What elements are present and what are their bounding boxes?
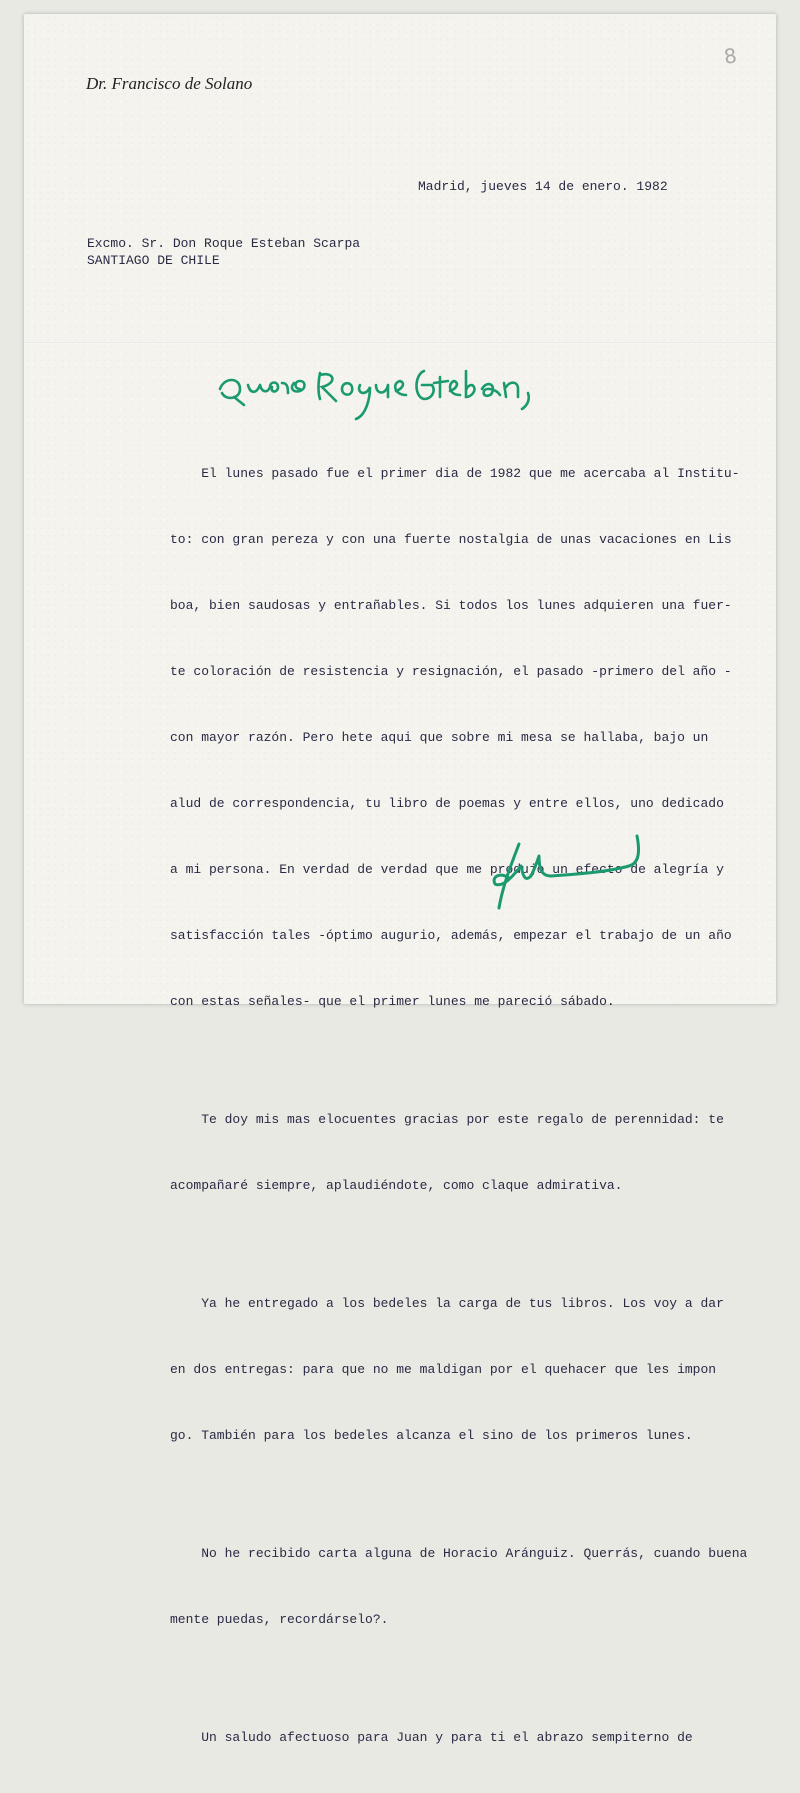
body-line: El lunes pasado fue el primer dia de 1982 que me acercaba al Institu- bbox=[170, 466, 740, 481]
body-line: con estas señales- que el primer lunes me pareció sábado. bbox=[170, 994, 615, 1009]
body-line: mente puedas, recordárselo?. bbox=[170, 1612, 389, 1627]
body-line bbox=[170, 1675, 747, 1683]
letter-date: Madrid, jueves 14 de enero. 1982 bbox=[418, 179, 668, 194]
body-line: boa, bien saudosas y entrañables. Si todos los lunes adquieren una fuer- bbox=[170, 598, 732, 613]
body-line: go. También para los bedeles alcanza el sino de los primeros lunes. bbox=[170, 1428, 693, 1443]
body-line: to: con gran pereza y con una fuerte nostalgia de unas vacaciones en Lis bbox=[170, 532, 732, 547]
letter-sheet bbox=[24, 14, 776, 1745]
recipient-location: SANTIAGO DE CHILE bbox=[87, 253, 220, 268]
page-number-mark: 8 bbox=[722, 43, 739, 69]
body-line: te coloración de resistencia y resignación, el pasado -primero del año - bbox=[170, 664, 732, 679]
body-line: Te doy mis mas elocuentes gracias por este regalo de perennidad: te bbox=[170, 1112, 724, 1127]
paper-fold bbox=[24, 342, 776, 344]
body-line: acompañaré siempre, aplaudiéndote, como claque admirativa. bbox=[170, 1178, 623, 1193]
body-line bbox=[170, 1241, 747, 1249]
body-line bbox=[170, 1057, 747, 1065]
body-line: Un saludo afectuoso para Juan y para ti el abrazo sempiterno de bbox=[170, 1730, 693, 1745]
body-line: a mi persona. En verdad de verdad que me produjo un efecto de alegría y bbox=[170, 862, 724, 877]
body-line: No he recibido carta alguna de Horacio Aránguiz. Querrás, cuando buena bbox=[170, 1546, 748, 1561]
handwritten-signature bbox=[479, 826, 649, 916]
body-line: con mayor razón. Pero hete aqui que sobre mi mesa se hallaba, bajo un bbox=[170, 730, 709, 745]
letter-body bbox=[170, 419, 747, 1793]
body-line: alud de correspondencia, tu libro de poemas y entre ellos, uno dedicado bbox=[170, 796, 724, 811]
body-line: en dos entregas: para que no me maldigan por el quehacer que les impon bbox=[170, 1362, 717, 1377]
body-line bbox=[170, 1491, 747, 1499]
body-line: Ya he entregado a los bedeles la carga de tus libros. Los voy a dar bbox=[170, 1296, 724, 1311]
letterhead: Dr. Francisco de Solano bbox=[86, 74, 253, 93]
body-line: satisfacción tales -óptimo augurio, además, empezar el trabajo de un año bbox=[170, 928, 732, 943]
recipient-name: Excmo. Sr. Don Roque Esteban Scarpa bbox=[87, 236, 361, 251]
